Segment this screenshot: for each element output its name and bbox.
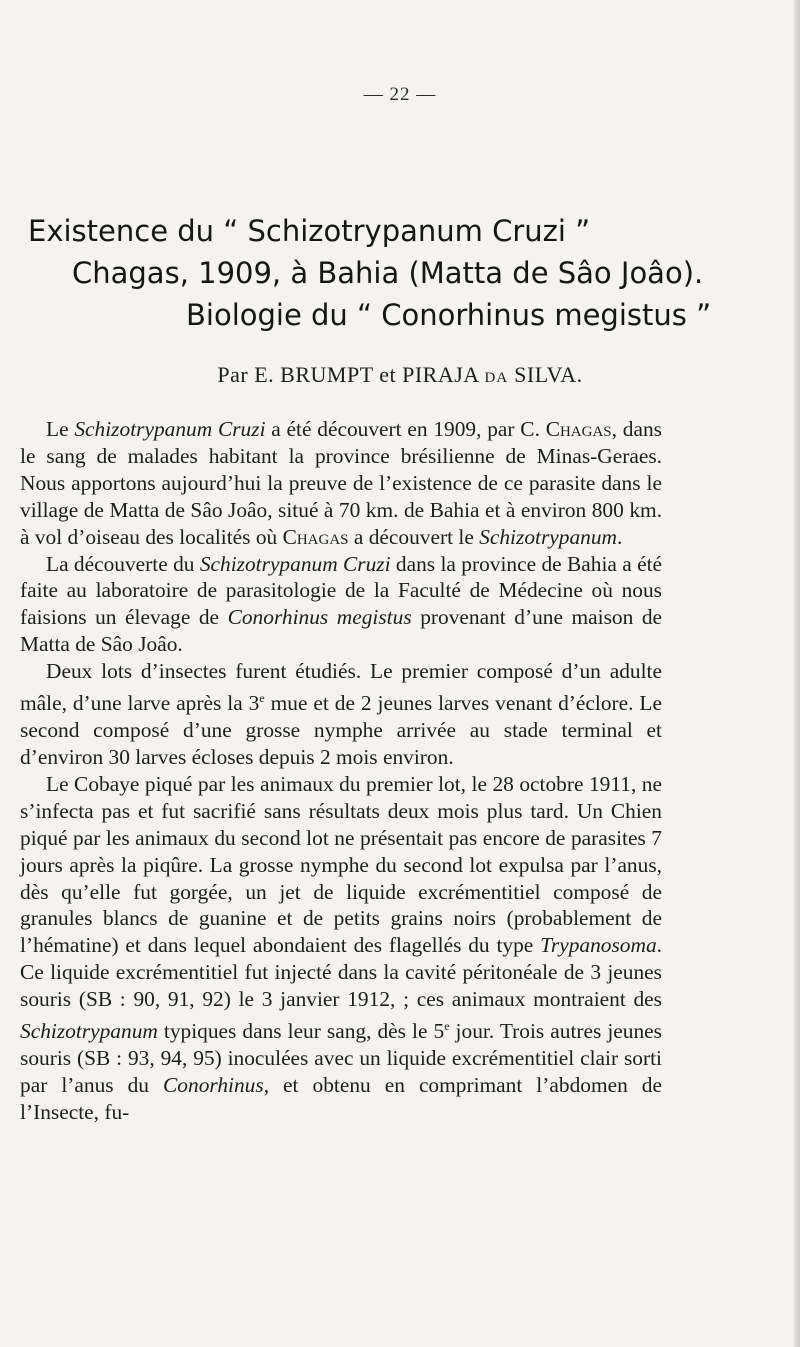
- taxon-name: Schizotrypanum Cruzi: [74, 417, 266, 441]
- author-byline: [0, 362, 800, 388]
- taxon-name: Schizotrypanum: [20, 1019, 158, 1044]
- paragraph-1: [20, 416, 662, 551]
- paragraph-2: [20, 551, 662, 659]
- text-run: typiques dans leur sang, dès le 5: [157, 1019, 445, 1044]
- byline-surname: SILVA.: [508, 362, 583, 387]
- taxon-name: Schizotrypanum Cruzi: [199, 551, 391, 576]
- page-edge: [794, 0, 800, 1347]
- byline-prefix: Par E. BRUMPT et PIRAJA: [217, 362, 485, 387]
- author-name: Chagas: [282, 524, 349, 549]
- title-line-3: Biologie du “ Conorhinus megistus ”: [186, 298, 712, 332]
- title-line-2: Chagas, 1909, à Bahia (Matta de Sâo Joâo).: [72, 256, 704, 290]
- text-run: Deux lots d’insectes furent étudiés. Le premier composé d’un adulte mâle, d’une larve après la 3: [20, 659, 662, 716]
- text-run: Le Cobaye piqué par les animaux du premier lot, le 28 octobre 1911, ne s’infecta pas et fut sacrifié sans résultats deux mois plus tard. Un Chien piqué par les animaux du second lot ne présentait pas encore de parasites 7 jours après la piqûre. La grosse nymphe du second lot expulsa par l’anus, dès qu’elle fut gorgée, un jet de liquide excrémentitiel composé de granules blancs de guanine et de petits grains noirs (probablement de l’hématine) et dans lequel abondaient des flagellés du type: [20, 771, 662, 958]
- text-run: provenant d’une maison de Matta de Sâo Joâo.: [20, 605, 663, 657]
- byline-particle: DA: [484, 370, 509, 386]
- article-title: [28, 210, 712, 336]
- taxon-name: Trypanosoma: [540, 933, 657, 958]
- text-run: La découverte du: [46, 551, 200, 576]
- text-run: dans la province de Bahia a été faite au laboratoire de parasitologie de la Faculté de Médecine où nous faisions un élevage de: [20, 551, 663, 630]
- text-run: Le: [46, 417, 75, 441]
- text-run: jour. Trois autres jeunes souris (SB : 93, 94, 95) inoculées avec un liquide excrémentitiel clair sorti par l’anus du: [20, 1019, 663, 1097]
- title-line-1: Existence du “ Schizotrypanum Cruzi ”: [28, 214, 591, 248]
- text-run: , dans le sang de malades habitant la province brésilienne de Minas-Geraes. Nous apportons aujourd’hui la preuve de l’existence de ce parasite dans le village de Matta de Sâo Joâo, situé à 70 km. de Bahia et à environ 800 km. à vol d’oiseau des localités où: [20, 417, 662, 549]
- taxon-name: Conorhinus megistus: [227, 605, 412, 630]
- text-run: . Ce liquide excrémentitiel fut injecté dans la cavité péritonéale de 3 jeunes souris (SB : 90, 91, 92) le 3 janvier 1912, ; ces animaux montraient des: [20, 933, 662, 1012]
- text-run: mue et de 2 jeunes larves venant d’éclore. Le second composé d’une grosse nymphe arrivée au stade terminal et d’environ 30 larves écloses depuis 2 mois environ.: [20, 691, 662, 769]
- superscript: e: [259, 691, 265, 706]
- text-run: a été découvert en 1909, par C.: [265, 417, 546, 441]
- taxon-name: Schizotrypanum: [479, 524, 618, 549]
- taxon-name: Conorhinus: [163, 1073, 264, 1097]
- text-run: .: [617, 524, 623, 549]
- paragraph-4: [20, 771, 662, 1126]
- text-run: a découvert le: [348, 524, 480, 549]
- superscript: e: [444, 1019, 450, 1034]
- article-body: [20, 416, 662, 1126]
- page-number: — 22 —: [363, 84, 437, 105]
- author-name: Chagas: [545, 417, 612, 441]
- paragraph-3: [20, 658, 662, 771]
- text-run: , et obtenu en comprimant l’abdomen de l’Insecte, fu-: [20, 1073, 662, 1124]
